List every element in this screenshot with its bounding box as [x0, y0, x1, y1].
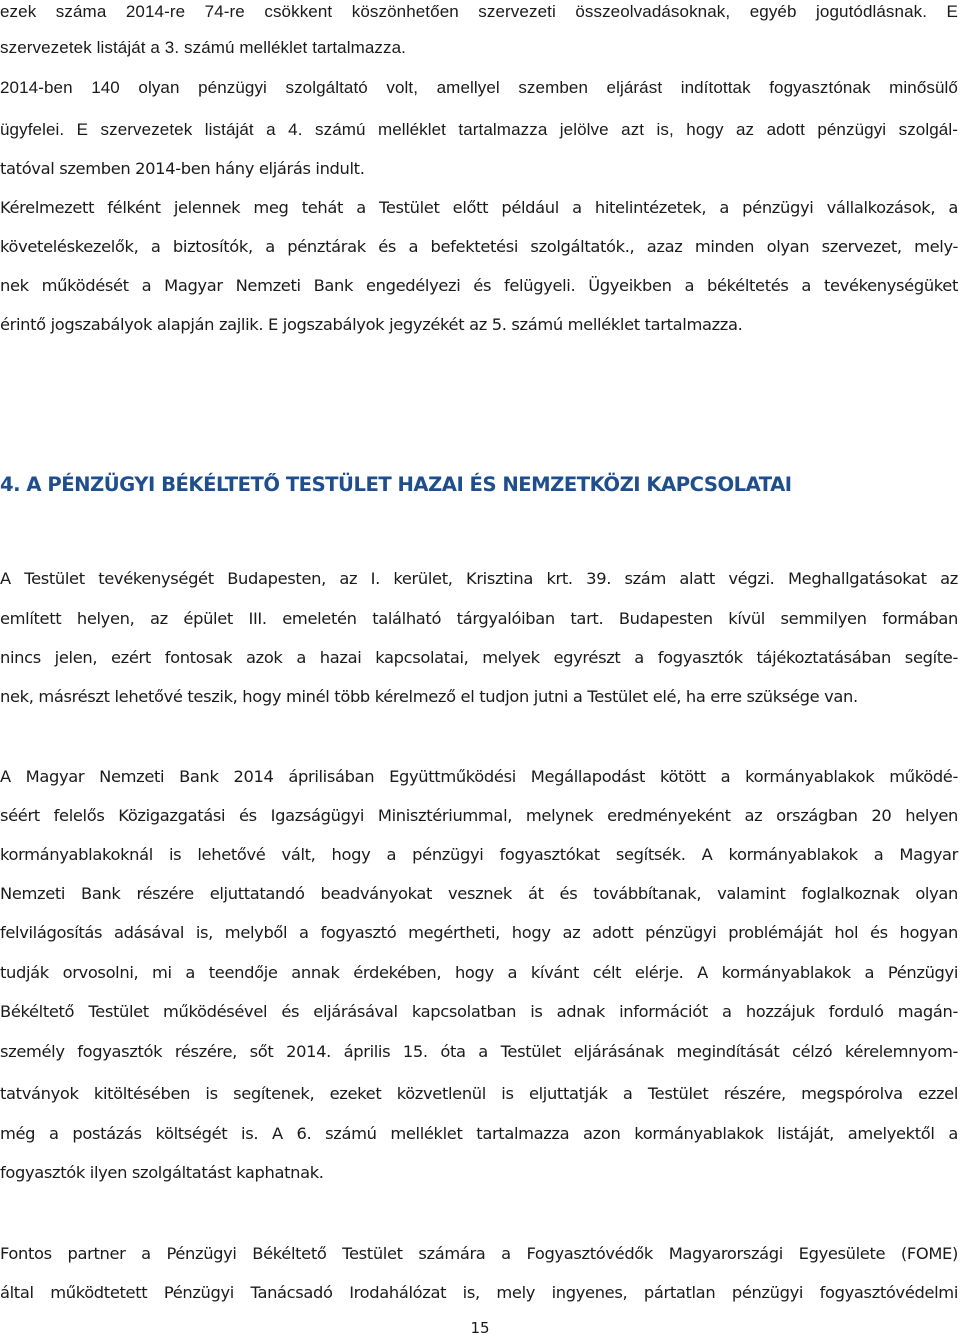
- text-line: tatóval szemben 2014-ben hány eljárás indult.: [0, 159, 365, 178]
- text-line: még a postázás költségét is. A 6. számú melléklet tartalmazza azon kormányablakok listáját, amelyektől a: [0, 1124, 958, 1143]
- text-line: felvilágosítás adásával is, melyből a fogyasztó megértheti, hogy az adott pénzügyi problémáját hol és hogyan: [0, 923, 958, 942]
- text-line: Nemzeti Bank részére eljuttatandó beadványokat vesznek át és továbbítanak, valamint foglalkoznak olyan: [0, 884, 958, 903]
- text-line: A Testület tevékenységét Budapesten, az I. kerület, Krisztina krt. 39. szám alatt végzi. Meghallgatásokat az: [0, 569, 958, 588]
- text-line: ügyfelei. E szervezetek listáját a 4. számú melléklet tartalmazza jelölve azt is, hogy az adott pénzügyi szolgál-: [0, 120, 958, 139]
- text-line: fogyasztók ilyen szolgáltatást kaphatnak.: [0, 1163, 324, 1182]
- text-line: tatványok kitöltésében is segítenek, ezeket közvetlenül is eljuttatják a Testület részére, megspórolva ezzel: [0, 1084, 958, 1103]
- page-number: 15: [470, 1319, 490, 1337]
- text-line: említett helyen, az épület III. emeletén található tárgyalóiban tart. Budapesten kívül semmilyen formában: [0, 609, 958, 628]
- text-line: Kérelmezett félként jelennek meg tehát a Testület előtt például a hitelintézetek, a pénzügyi vállalkozások, a: [0, 198, 958, 217]
- text-line: A Magyar Nemzeti Bank 2014 áprilisában Együttműködési Megállapodást kötött a kormányablakok működé-: [0, 767, 958, 786]
- text-line: nek, másrészt lehetővé teszik, hogy minél több kérelmező el tudjon jutni a Testület elé, ha erre szüksége van.: [0, 687, 858, 706]
- text-line: Békéltető Testület működésével és eljárásával kapcsolatban is adnak információt a hozzájuk forduló magán-: [0, 1002, 958, 1021]
- text-line: séért felelős Közigazgatási és Igazságügyi Minisztériummal, melynek eredményeként az országban 20 helyen: [0, 806, 958, 825]
- section-heading: 4. A PÉNZÜGYI BÉKÉLTETŐ TESTÜLET HAZAI ÉS NEMZETKÖZI KAPCSOLATAI: [0, 473, 792, 496]
- text-line: nek működését a Magyar Nemzeti Bank engedélyezi és felügyeli. Ügyeikben a békéltetés a tevékenységüket: [0, 276, 958, 295]
- text-line: szervezetek listáját a 3. számú melléklet tartalmazza.: [0, 38, 406, 57]
- text-line: személy fogyasztók részére, sőt 2014. április 15. óta a Testület eljárásának megindítását célzó kérelemnyom-: [0, 1042, 958, 1061]
- text-line: követeléskezelők, a biztosítók, a pénztárak és a befektetési szolgáltatók., azaz minden olyan szervezet, mely-: [0, 237, 958, 256]
- text-line: nincs jelen, ezért fontosak azok a hazai kapcsolatai, melyek egyrészt a fogyasztók tájékoztatásában segíte-: [0, 648, 958, 667]
- text-line: Fontos partner a Pénzügyi Békéltető Testület számára a Fogyasztóvédők Magyarországi Egyesülete (FOME): [0, 1244, 958, 1263]
- text-line: 2014-ben 140 olyan pénzügyi szolgáltató volt, amellyel szemben eljárást indítottak fogyasztónak minősülő: [0, 78, 958, 97]
- text-line: érintő jogszabályok alapján zajlik. E jogszabályok jegyzékét az 5. számú melléklet tartalmazza.: [0, 315, 743, 334]
- text-line: ezek száma 2014-re 74-re csökkent köszönhetően szervezeti összeolvadásoknak, egyéb jogutódlásnak. E: [0, 2, 958, 21]
- text-line: kormányablakoknál is lehetővé vált, hogy a pénzügyi fogyasztókat segítsék. A kormányablakok a Magyar: [0, 845, 958, 864]
- text-line: tudják orvosolni, mi a teendője annak érdekében, hogy a kívánt célt elérje. A kormányablakok a Pénzügyi: [0, 963, 958, 982]
- text-line: által működtetett Pénzügyi Tanácsadó Irodahálózat is, mely ingyenes, pártatlan pénzügyi fogyasztóvédelmi: [0, 1283, 958, 1302]
